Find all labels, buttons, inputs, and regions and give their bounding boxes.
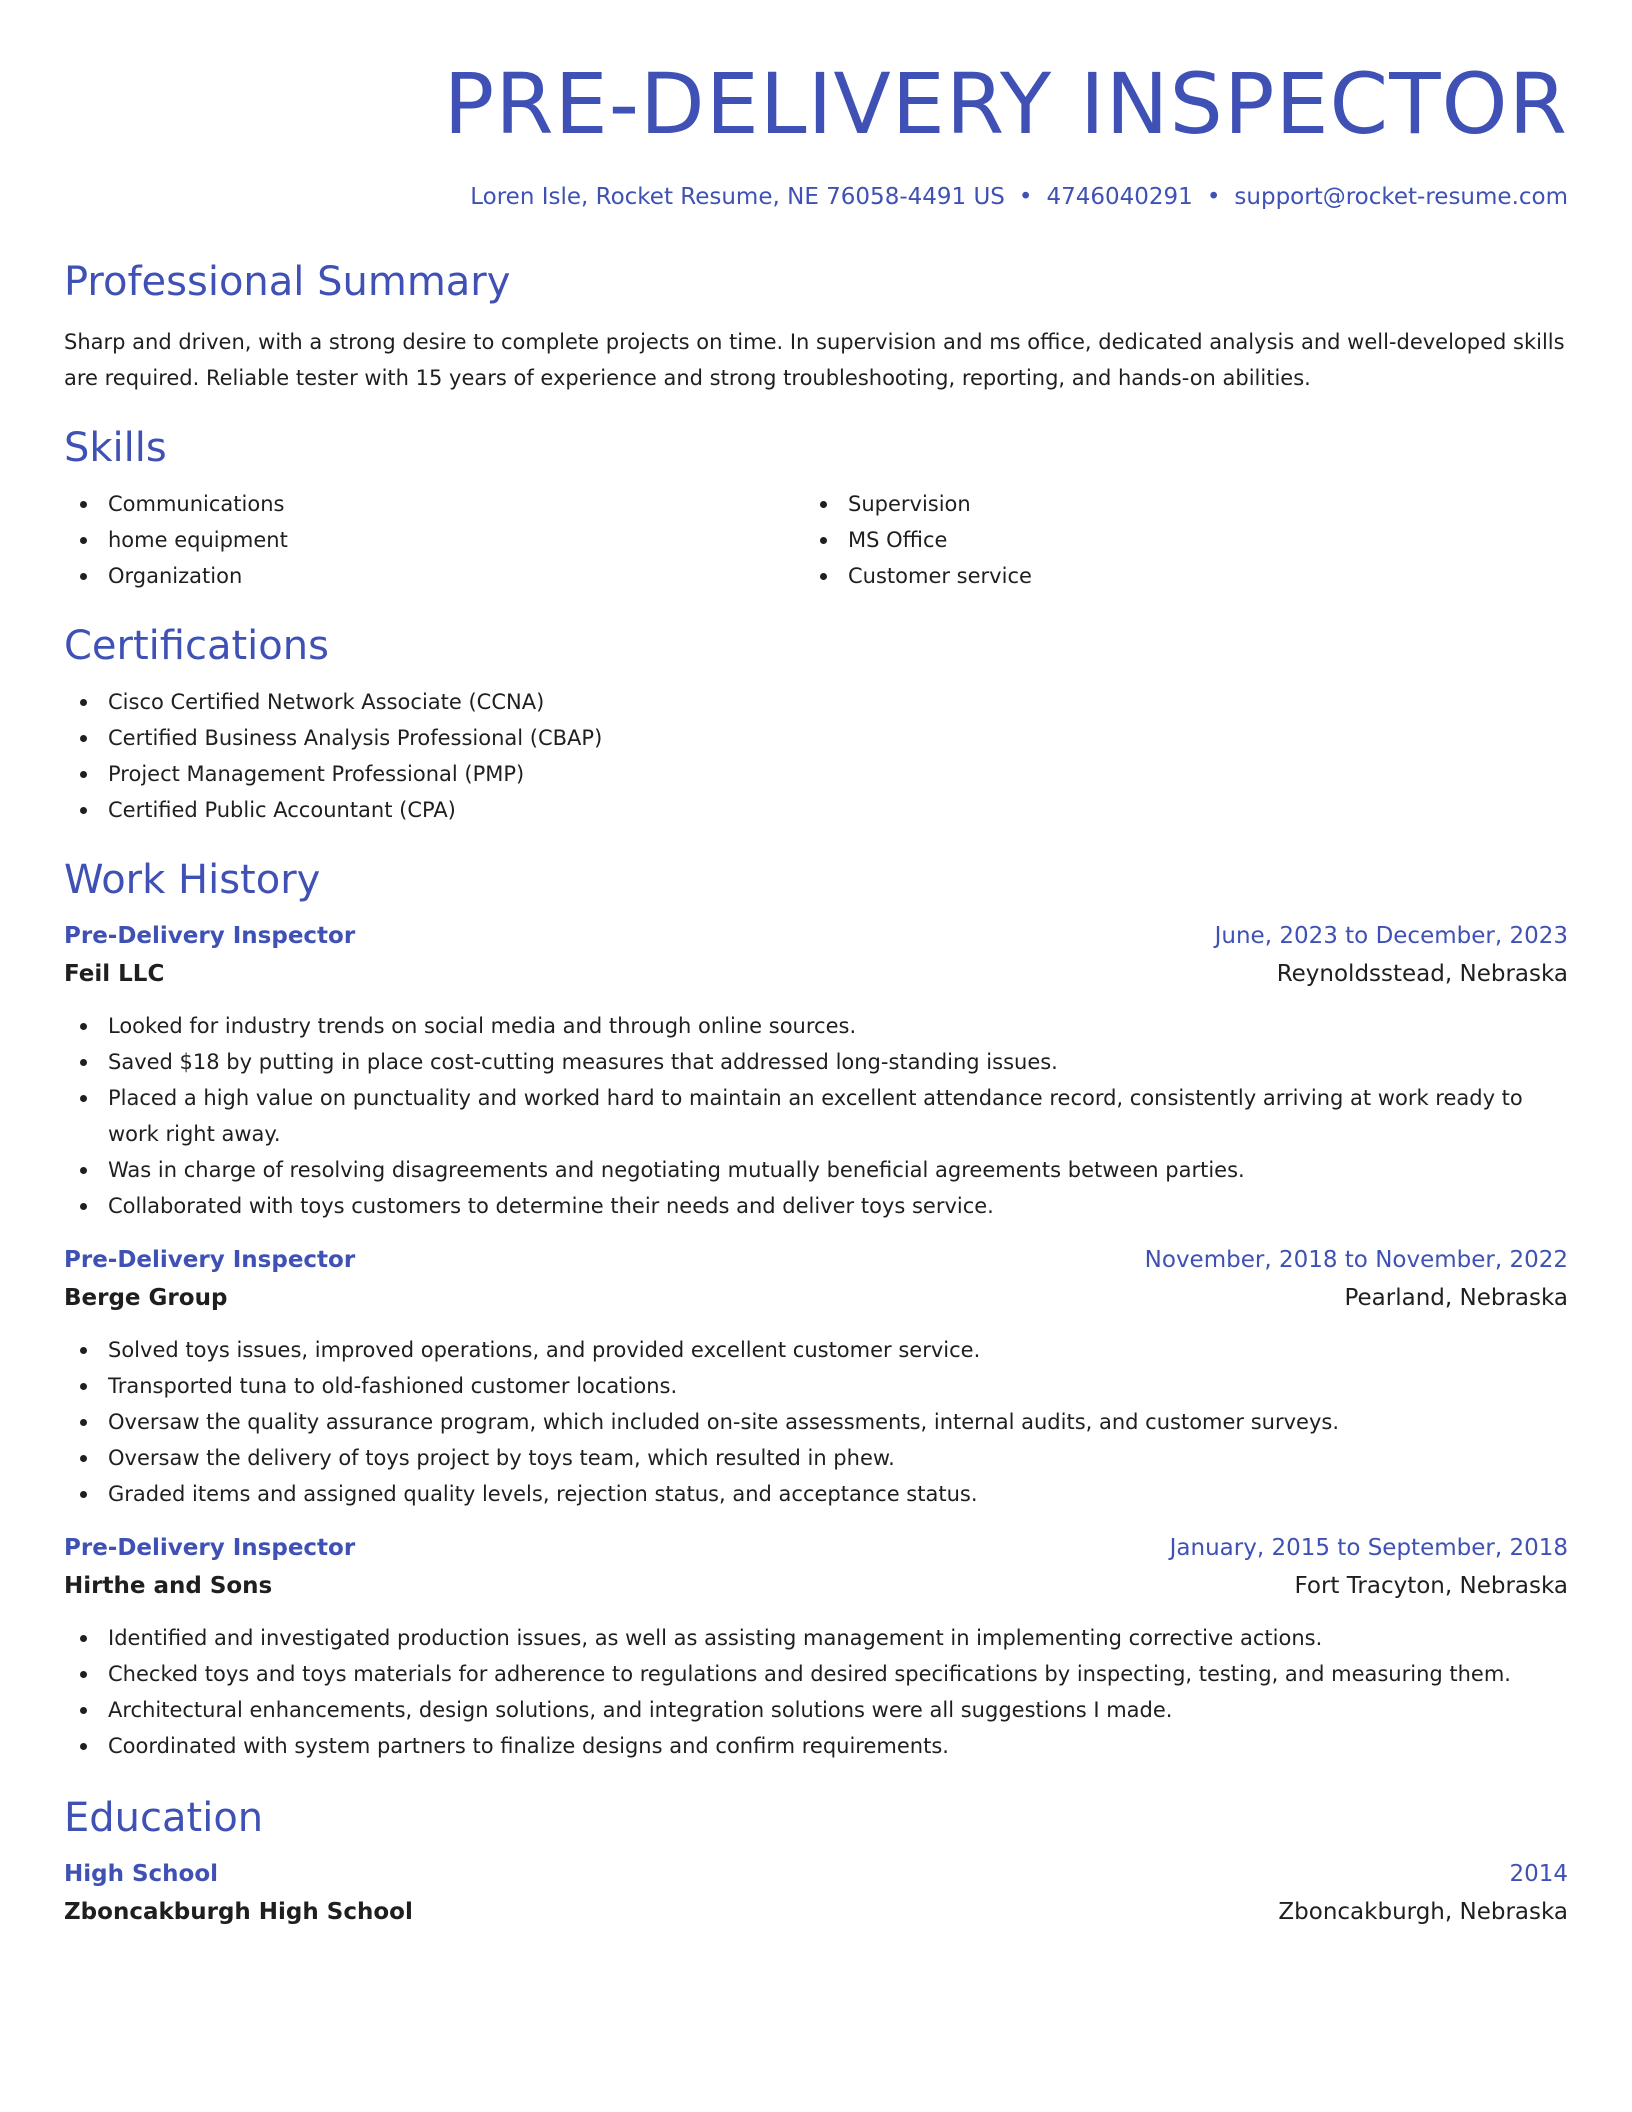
education-school: Zboncakburgh High School — [64, 1899, 413, 1925]
job-entry — [64, 1242, 1568, 1512]
certification-item: Certified Business Analysis Professional (CBAP) — [64, 720, 1568, 756]
certification-item: Cisco Certified Network Associate (CCNA) — [64, 684, 1568, 720]
job-bullet: Was in charge of resolving disagreements and negotiating mutually beneficial agreements between parties. — [64, 1152, 1568, 1188]
job-location: Reynoldsstead, Nebraska — [1276, 961, 1568, 987]
job-bullets — [64, 1620, 1568, 1764]
job-bullet: Oversaw the quality assurance program, which included on-site assessments, internal audits, and customer surveys. — [64, 1404, 1568, 1440]
job-bullet: Architectural enhancements, design solutions, and integration solutions were all suggestions I made. — [64, 1692, 1568, 1728]
job-bullet: Solved toys issues, improved operations, and provided excellent customer service. — [64, 1332, 1568, 1368]
contact-phone: 4746040291 — [1046, 184, 1193, 210]
job-bullet: Coordinated with system partners to finalize designs and confirm requirements. — [64, 1728, 1568, 1764]
job-bullet: Transported tuna to old-fashioned customer locations. — [64, 1368, 1568, 1404]
certification-item: Project Management Professional (PMP) — [64, 756, 1568, 792]
job-company: Berge Group — [64, 1285, 228, 1311]
education-heading: Education — [64, 1795, 264, 1841]
job-bullet: Placed a high value on punctuality and worked hard to maintain an excellent attendance record, consistently arriving at work ready to work right away. — [64, 1080, 1568, 1152]
job-bullet: Graded items and assigned quality levels, rejection status, and acceptance status. — [64, 1476, 1568, 1512]
work-history-heading: Work History — [64, 857, 321, 903]
job-location: Fort Tracyton, Nebraska — [1294, 1573, 1568, 1599]
education-degree: High School — [64, 1861, 219, 1887]
job-bullet: Identified and investigated production issues, as well as assisting management in implementing corrective actions. — [64, 1620, 1568, 1656]
skills-heading: Skills — [64, 425, 167, 471]
certification-item: Certified Public Accountant (CPA) — [64, 792, 1568, 828]
contact-separator: • — [1018, 184, 1033, 210]
contact-line — [64, 182, 1568, 212]
job-title: Pre-Delivery Inspector — [64, 923, 356, 949]
job-bullet: Checked toys and toys materials for adherence to regulations and desired specifications by inspecting, testing, and measuring them. — [64, 1656, 1568, 1692]
summary-text: Sharp and driven, with a strong desire to complete projects on time. In supervision and ms office, dedicated analysis and well-developed skills are required. Reliable tester with 15 years of experience and strong troubleshooting, reporting, and hands-on abilities. — [64, 330, 1565, 390]
skills-left-column — [64, 486, 804, 594]
skill-item: Supervision — [804, 486, 1544, 522]
job-bullet: Collaborated with toys customers to determine their needs and deliver toys service. — [64, 1188, 1568, 1224]
job-title: Pre-Delivery Inspector — [64, 1535, 356, 1561]
job-entry — [64, 1530, 1568, 1764]
job-company: Hirthe and Sons — [64, 1573, 273, 1599]
contact-separator: • — [1206, 184, 1221, 210]
contact-address: Loren Isle, Rocket Resume, NE 76058-4491 US — [470, 184, 1005, 210]
skill-item: Customer service — [804, 558, 1544, 594]
job-dates: November, 2018 to November, 2022 — [1144, 1247, 1568, 1273]
certifications-list — [64, 684, 1568, 828]
job-dates: January, 2015 to September, 2018 — [1169, 1535, 1568, 1561]
skill-item: Organization — [64, 558, 804, 594]
job-bullet: Looked for industry trends on social media and through online sources. — [64, 1008, 1568, 1044]
job-bullets — [64, 1008, 1568, 1224]
education-entry — [64, 1856, 1568, 1932]
job-dates: June, 2023 to December, 2023 — [1214, 923, 1568, 949]
skill-item: MS Office — [804, 522, 1544, 558]
job-title: Pre-Delivery Inspector — [64, 1247, 356, 1273]
job-bullet: Oversaw the delivery of toys project by toys team, which resulted in phew. — [64, 1440, 1568, 1476]
summary-heading: Professional Summary — [64, 259, 511, 305]
job-location: Pearland, Nebraska — [1344, 1285, 1568, 1311]
skills-right-column — [804, 486, 1544, 594]
education-year: 2014 — [1509, 1861, 1568, 1887]
job-bullet: Saved $18 by putting in place cost-cutting measures that addressed long-standing issues. — [64, 1044, 1568, 1080]
skill-item: home equipment — [64, 522, 804, 558]
certifications-heading: Certifications — [64, 623, 329, 669]
page-title: PRE-DELIVERY INSPECTOR — [443, 55, 1568, 153]
skill-item: Communications — [64, 486, 804, 522]
education-location: Zboncakburgh, Nebraska — [1278, 1899, 1568, 1925]
job-company: Feil LLC — [64, 961, 165, 987]
job-bullets — [64, 1332, 1568, 1512]
contact-email: support@rocket-resume.com — [1234, 184, 1568, 210]
skills-columns — [64, 486, 1568, 594]
job-entry — [64, 918, 1568, 1224]
